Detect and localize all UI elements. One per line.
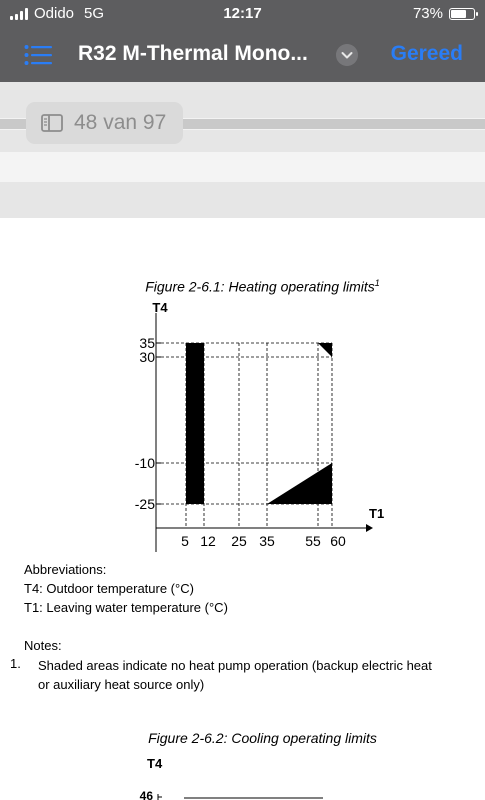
battery-percent: 73% — [412, 5, 443, 22]
document-title[interactable]: R32 M-Thermal Mono... — [78, 42, 308, 65]
carrier-name: Odido — [34, 5, 75, 22]
y-tick-label--10: -10 — [134, 455, 155, 471]
status-bar — [0, 0, 485, 28]
note-number: 1. — [10, 656, 21, 671]
page-indicator[interactable] — [26, 102, 183, 144]
network-type: 5G — [84, 5, 105, 22]
document-page — [0, 218, 485, 800]
note-line-2: or auxiliary heat source only) — [38, 677, 205, 692]
notes-heading: Notes: — [24, 638, 62, 653]
y-tick-label-35: 35 — [139, 335, 155, 351]
navigation-bar — [0, 30, 485, 80]
shaded-region-3 — [318, 343, 332, 357]
figure-2-title: Figure 2-6.2: Cooling operating limits — [148, 730, 377, 746]
x-axis-label: T1 — [369, 506, 385, 521]
abbreviations-heading: Abbreviations: — [24, 562, 107, 577]
y-tick-label--25: -25 — [134, 496, 155, 512]
heating-limits-chart — [0, 218, 485, 558]
x-tick-label-25: 25 — [231, 533, 247, 549]
battery-fill — [451, 10, 466, 18]
done-button[interactable]: Gereed — [390, 42, 463, 65]
note-text — [38, 656, 432, 694]
book-icon — [41, 114, 63, 132]
page-separator — [0, 152, 485, 182]
note-line-1: Shaded areas indicate no heat pump operation (backup electric heat — [38, 658, 432, 673]
list-icon[interactable] — [24, 43, 52, 67]
y-tick-label-30: 30 — [139, 349, 155, 365]
x-tick-label-35: 35 — [259, 533, 275, 549]
chevron-down-icon[interactable] — [336, 44, 358, 66]
chart-regions — [186, 343, 332, 504]
battery-icon — [449, 8, 475, 20]
abbreviation-t1: T1: Leaving water temperature (°C) — [24, 600, 228, 615]
x-tick-label-12: 12 — [200, 533, 216, 549]
x-tick-label-55: 55 — [305, 533, 321, 549]
figure-2-y-tick-46: 46 — [139, 789, 153, 800]
page-indicator-label: 48 van 97 — [74, 111, 167, 134]
status-time: 12:17 — [223, 5, 262, 22]
figure-1-title-text: Figure 2-6.1: Heating operating limits — [145, 278, 375, 295]
shaded-region-1 — [186, 343, 204, 504]
figure-1-title-footnote: 1 — [374, 278, 380, 288]
x-axis-arrow — [366, 524, 373, 532]
abbreviation-t4: T4: Outdoor temperature (°C) — [24, 581, 194, 596]
figure-2-y-axis-label: T4 — [147, 756, 163, 771]
x-tick-label-5: 5 — [181, 533, 189, 549]
chart-tick-labels — [135, 300, 384, 549]
top-bar — [0, 0, 485, 82]
x-tick-label-60: 60 — [330, 533, 346, 549]
y-axis-label: T4 — [152, 300, 168, 315]
shaded-region-2 — [267, 463, 332, 504]
status-right — [413, 5, 475, 22]
